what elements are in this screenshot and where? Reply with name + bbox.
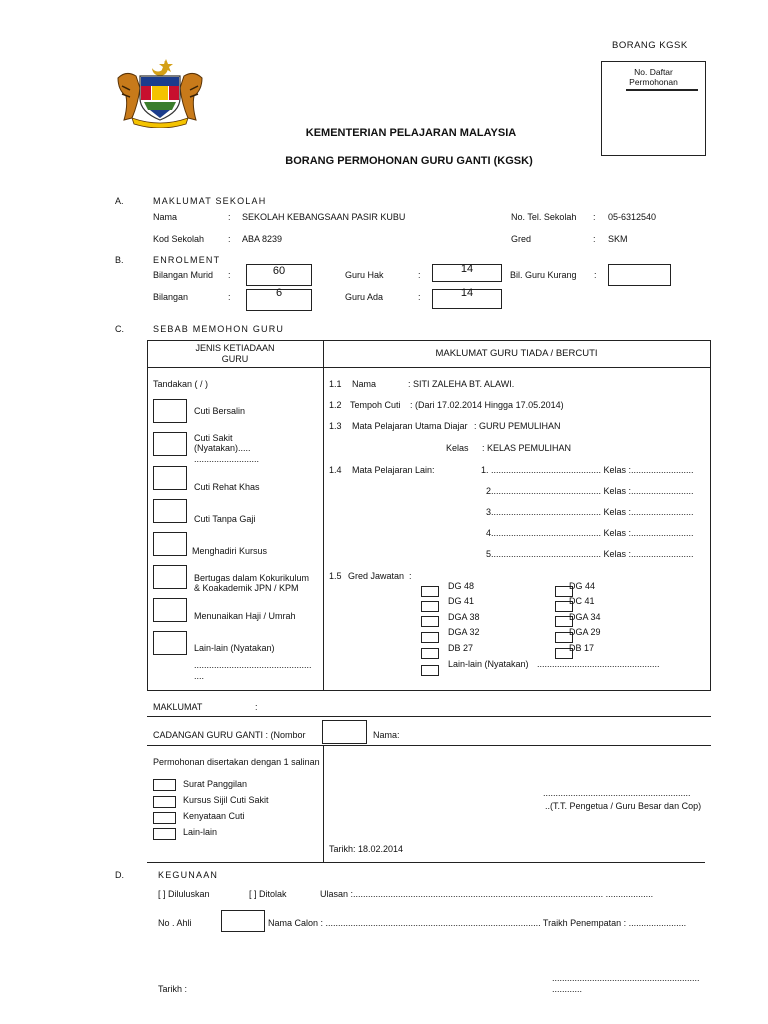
section-c-heading: SEBAB MEMOHON GURU: [153, 324, 285, 334]
grade-dg48: DG 48: [448, 581, 475, 591]
grade-dga38: DGA 38: [448, 612, 480, 622]
checkbox-cuti-bersalin[interactable]: [153, 399, 187, 423]
checkbox-surat-panggilan[interactable]: [153, 779, 176, 791]
member-number-field[interactable]: [221, 910, 265, 932]
checkbox-cuti-rehat-khas[interactable]: [153, 466, 187, 490]
checkbox-lain-lain[interactable]: [153, 631, 187, 655]
teacher-info-header: MAKLUMAT GURU TIADA / BERCUTI: [435, 348, 598, 359]
absence-cuti-tanpa-gaji: Cuti Tanpa Gaji: [194, 514, 256, 524]
teacher-name-value: : SITI ZALEHA BT. ALAWI.: [408, 379, 515, 389]
class-value: : KELAS PEMULIHAN: [482, 443, 572, 453]
absence-haji-umrah: Menunaikan Haji / Umrah: [194, 611, 296, 621]
item-1-1-number: 1.1: [329, 379, 342, 389]
item-1-3-number: 1.3: [329, 421, 342, 431]
main-subject-value: : GURU PEMULIHAN: [474, 421, 561, 431]
approver-signature-dots: ...........................................................: [552, 973, 700, 983]
absence-koakademik: & Koakademik JPN / KPM: [194, 583, 299, 593]
approved-option[interactable]: [ ] Diluluskan: [158, 889, 210, 899]
table-left-border: [147, 340, 148, 690]
colon: :: [593, 212, 596, 222]
colon: :: [409, 571, 412, 581]
checkbox-cuti-sakit[interactable]: [153, 432, 187, 456]
other-subjects-label: Mata Pelajaran Lain:: [352, 465, 435, 475]
attachment-kursus-sijil: Kursus Sijil Cuti Sakit: [183, 795, 269, 805]
school-code-label: Kod Sekolah: [153, 234, 205, 244]
replacement-member-no-field[interactable]: [322, 720, 367, 744]
page-title: KEMENTERIAN PELAJARAN MALAYSIA: [305, 127, 517, 139]
section-c-letter: C.: [115, 324, 124, 334]
checkbox-kursus-sijil[interactable]: [153, 796, 176, 808]
colon: :: [228, 212, 231, 222]
leave-period-label: Tempoh Cuti: [350, 400, 401, 410]
checkbox-grade-dg48[interactable]: [421, 586, 439, 597]
table-bottom-rule: [147, 690, 711, 691]
checkbox-grade-dg41[interactable]: [421, 601, 439, 612]
colon: :: [593, 234, 596, 244]
absence-lain-lain: Lain-lain (Nyatakan): [194, 643, 275, 653]
checkbox-kokurikulum[interactable]: [153, 565, 187, 589]
absence-cuti-sakit-specify: (Nyatakan).....: [194, 443, 251, 453]
school-tel-value: 05-6312540: [608, 212, 657, 222]
students-value: 60: [272, 265, 286, 277]
main-subject-label: Mata Pelajaran Utama Diajar: [352, 421, 468, 431]
replacement-name-label: Nama:: [373, 730, 400, 740]
attachment-surat-panggilan: Surat Panggilan: [183, 779, 248, 789]
table-right-border: [710, 340, 711, 690]
absence-menghadiri-kursus: Menghadiri Kursus: [192, 546, 268, 556]
checkbox-cuti-tanpa-gaji[interactable]: [153, 499, 187, 523]
grade-dga29: DGA 29: [569, 627, 601, 637]
tick-instruction: Tandakan ( / ): [153, 379, 209, 389]
leave-period-value: : (Dari 17.02.2014 Hingga 17.05.2014): [410, 400, 564, 410]
page-subtitle: BORANG PERMOHONAN GURU GANTI (KGSK): [285, 155, 533, 167]
colon: :: [228, 234, 231, 244]
colon: :: [228, 292, 231, 302]
form-code: BORANG KGSK: [612, 40, 688, 51]
section-b-letter: B.: [115, 255, 124, 265]
section-a-heading: MAKLUMAT SEKOLAH: [153, 196, 267, 206]
guru-hak-value: 14: [460, 263, 474, 275]
divider: [147, 745, 711, 746]
absence-cuti-sakit: Cuti Sakit: [194, 433, 233, 443]
school-name-value: SEKOLAH KEBANGSAAN PASIR KUBU: [242, 212, 406, 222]
absence-lain-lain-dots: ...............................................: [194, 660, 312, 670]
section-a-letter: A.: [115, 196, 124, 206]
guru-hak-label: Guru Hak: [345, 270, 384, 280]
registration-label-2: Permohonan: [629, 77, 678, 87]
school-code-value: ABA 8239: [242, 234, 283, 244]
school-grade-label: Gred: [511, 234, 532, 244]
school-name-label: Nama: [153, 212, 178, 222]
grade-dga34: DGA 34: [569, 612, 601, 622]
absence-type-header-1: JENIS KETIADAAN: [195, 343, 275, 353]
attachment-label: Permohonan disertakan dengan 1 salinan: [153, 757, 320, 767]
checkbox-kenyataan-cuti[interactable]: [153, 812, 176, 824]
grade-dg44: DG 44: [569, 581, 596, 591]
application-date: Tarikh: 18.02.2014: [329, 844, 404, 854]
absence-cuti-sakit-dots: ..........................: [194, 454, 260, 464]
grade-dga32: DGA 32: [448, 627, 480, 637]
school-tel-label: No. Tel. Sekolah: [511, 212, 577, 222]
guru-ada-label: Guru Ada: [345, 292, 384, 302]
remarks-line: Ulasan :.................................................................................................... ...................: [320, 889, 654, 899]
shortfall-label: Bil. Guru Kurang: [510, 270, 577, 280]
maklumat-label: MAKLUMAT: [153, 702, 203, 712]
rejected-option[interactable]: [ ] Ditolak: [249, 889, 287, 899]
shortfall-field[interactable]: [608, 264, 671, 286]
class-label: Kelas: [446, 443, 469, 453]
item-1-2-number: 1.2: [329, 400, 342, 410]
registration-label-1: No. Daftar: [634, 67, 673, 77]
post-grade-label: Gred Jawatan: [348, 571, 405, 581]
absence-kokurikulum: Bertugas dalam Kokurikulum: [194, 573, 310, 583]
attachment-column-divider: [323, 745, 324, 862]
colon: :: [255, 702, 258, 712]
grade-other-dots: .................................................: [537, 659, 660, 669]
other-subject-line: 3............................................ Kelas :.........................: [486, 507, 694, 517]
absence-cuti-rehat-khas: Cuti Rehat Khas: [194, 482, 260, 492]
absence-type-header-2: GURU: [221, 354, 249, 364]
section-d-letter: D.: [115, 870, 124, 880]
count-value: 6: [275, 287, 283, 299]
attachment-kenyataan-cuti: Kenyataan Cuti: [183, 811, 245, 821]
coat-of-arms-emblem: [114, 56, 206, 128]
other-subject-line: 1. ............................................ Kelas :.........................: [481, 465, 694, 475]
colon: :: [228, 270, 231, 280]
member-number-label: No . Ahli: [158, 918, 192, 928]
checkbox-menghadiri-kursus[interactable]: [153, 532, 187, 556]
grade-db17: DB 17: [569, 643, 595, 653]
table-header-rule: [147, 367, 711, 368]
candidate-line: Nama Calon : ...................................................................................... Traikh Penempatan : .......................: [268, 918, 687, 928]
absence-cuti-bersalin: Cuti Bersalin: [194, 406, 246, 416]
checkbox-grade-dga38[interactable]: [421, 616, 439, 627]
checkbox-haji-umrah[interactable]: [153, 598, 187, 622]
item-1-4-number: 1.4: [329, 465, 342, 475]
divider: [147, 716, 711, 717]
count-label: Bilangan: [153, 292, 189, 302]
decision-date-label: Tarikh :: [158, 984, 188, 994]
checkbox-grade-db27[interactable]: [421, 648, 439, 659]
grade-other: Lain-lain (Nyatakan): [448, 659, 529, 669]
grade-dg41: DG 41: [448, 596, 475, 606]
colon: :: [594, 270, 597, 280]
replacement-proposal-label: CADANGAN GURU GANTI : (Nombor: [153, 730, 306, 740]
checkbox-attachment-other[interactable]: [153, 828, 176, 840]
registration-underline: [626, 89, 698, 91]
table-top-border: [147, 340, 711, 341]
other-subject-line: 2............................................ Kelas :.........................: [486, 486, 694, 496]
attachment-other: Lain-lain: [183, 827, 218, 837]
grade-dc41: DC 41: [569, 596, 595, 606]
other-subject-line: 4............................................ Kelas :.........................: [486, 528, 694, 538]
absence-lain-lain-dots-2: ....: [194, 671, 205, 681]
signature-dots: ...........................................................: [543, 788, 691, 798]
colon: :: [418, 292, 421, 302]
grade-db27: DB 27: [448, 643, 474, 653]
teacher-name-label: Nama: [352, 379, 377, 389]
section-d-heading: KEGUNAAN: [158, 870, 219, 880]
students-label: Bilangan Murid: [153, 270, 214, 280]
guru-ada-value: 14: [460, 287, 474, 299]
other-subject-line: 5............................................ Kelas :.........................: [486, 549, 694, 559]
checkbox-grade-other[interactable]: [421, 665, 439, 676]
principal-signature-label: ..(T.T. Pengetua / Guru Besar dan Cop): [545, 801, 702, 811]
divider: [147, 862, 705, 863]
section-b-heading: ENROLMENT: [153, 255, 221, 265]
table-column-divider: [323, 340, 324, 690]
school-grade-value: SKM: [608, 234, 628, 244]
checkbox-grade-dga32[interactable]: [421, 632, 439, 643]
item-1-5-number: 1.5: [329, 571, 342, 581]
approver-signature-dots-2: ............: [552, 984, 583, 994]
colon: :: [418, 270, 421, 280]
